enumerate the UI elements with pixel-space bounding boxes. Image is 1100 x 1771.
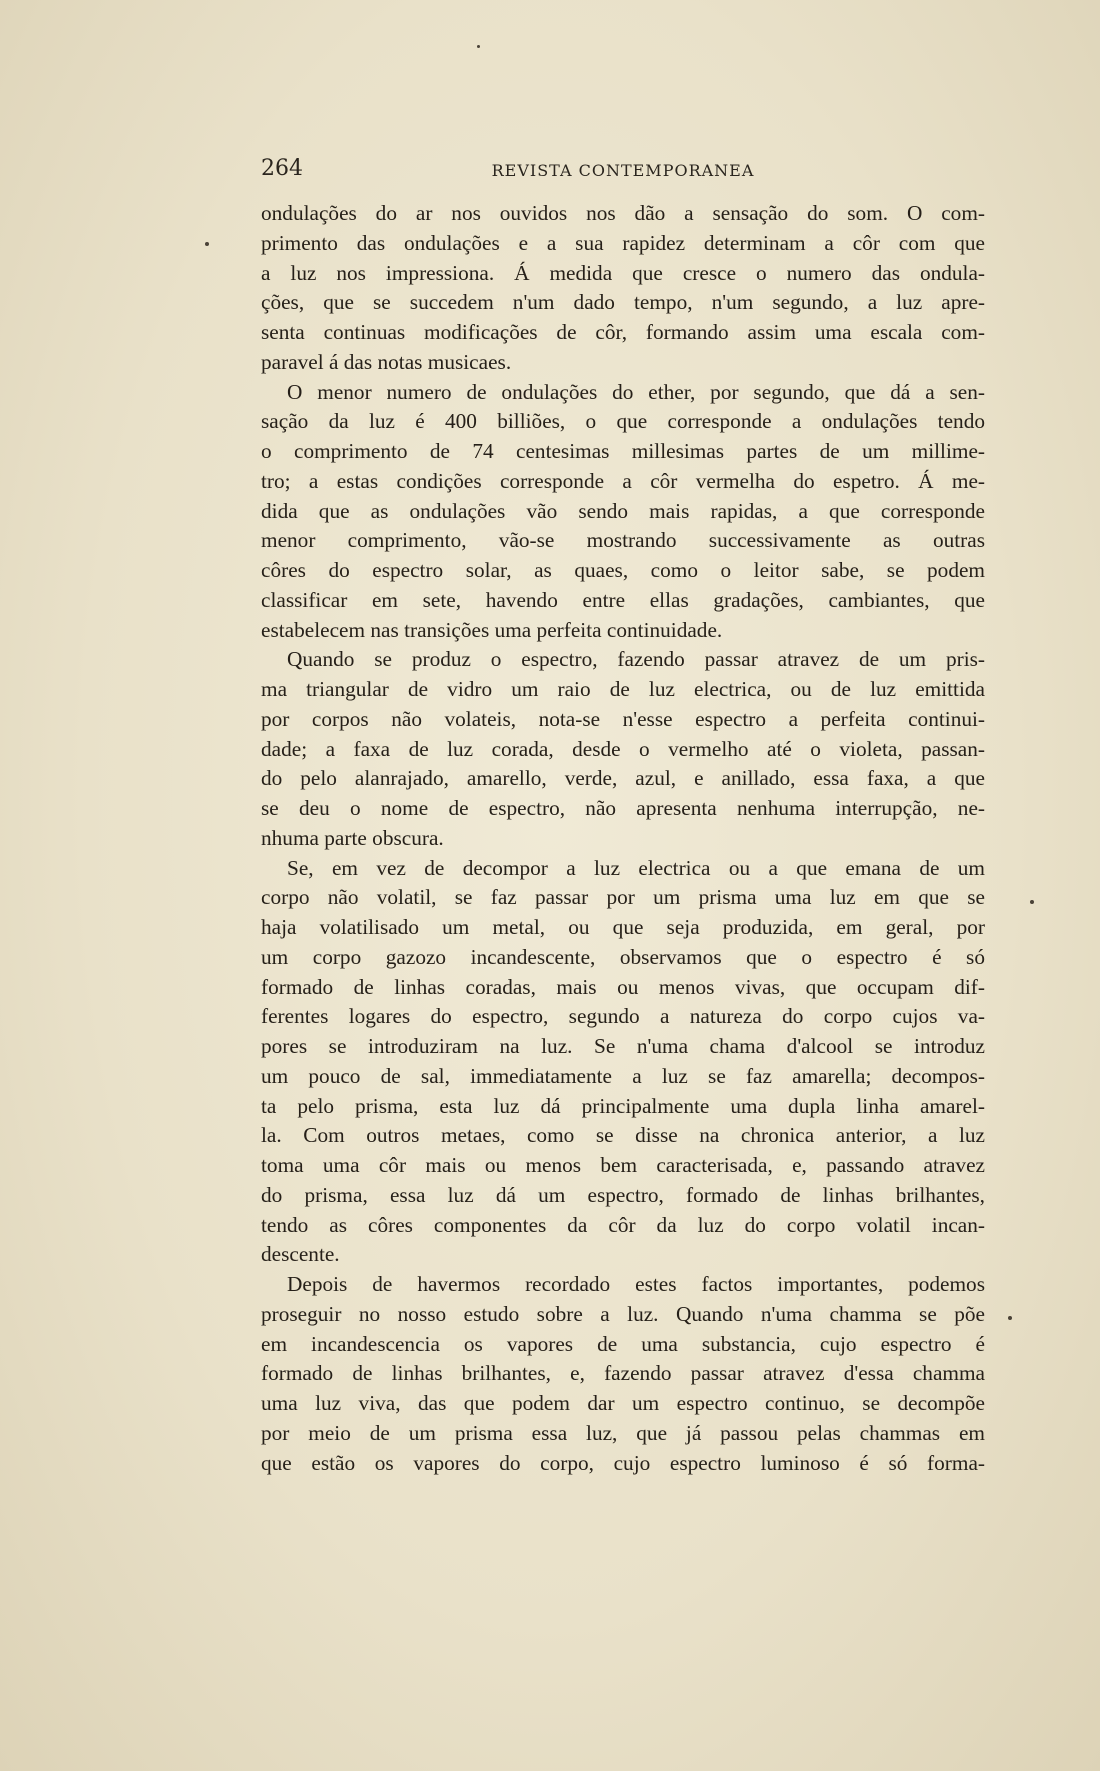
text-line: Depois de havermos recordado estes factos importantes, podemos	[287, 1272, 985, 1296]
text-line: nhuma parte obscura.	[261, 825, 444, 850]
text-line: por meio de um prisma essa luz, que já passou pelas chammas em	[261, 1420, 985, 1445]
text-line: ferentes logares do espectro, segundo a natureza do corpo cujos va-	[261, 1004, 985, 1029]
page-number: 264	[261, 156, 303, 181]
text-line: Quando se produz o espectro, fazendo passar atravez de um pris-	[287, 647, 985, 672]
text-line: pores se introduziram na luz. Se n'uma chama d'alcool se introduz	[261, 1034, 985, 1058]
text-line: ma triangular de vidro um raio de luz electrica, ou de luz emittida	[261, 677, 985, 701]
text-line: dade; a faxa de luz corada, desde o vermelho até o violeta, passan-	[261, 736, 985, 761]
text-line: se deu o nome de espectro, não apresenta nenhuma interrupção, ne-	[261, 796, 985, 820]
paper-speck	[205, 242, 209, 246]
text-line: formado de linhas coradas, mais ou menos vivas, que occupam dif-	[261, 974, 985, 999]
text-line: um corpo gazozo incandescente, observamos que o espectro é só	[261, 944, 985, 969]
text-line: sação da luz é 400 billiões, o que corresponde a ondulações tendo	[261, 409, 985, 434]
paper-speck	[1008, 1316, 1012, 1320]
text-line: côres do espectro solar, as quaes, como o leitor sabe, se podem	[261, 558, 985, 582]
text-line: classificar em sete, havendo entre ellas gradações, cambiantes, que	[261, 587, 985, 612]
text-line: la. Com outros metaes, como se disse na chronica anterior, a luz	[261, 1123, 985, 1148]
article-body	[261, 199, 985, 1478]
text-line: dida que as ondulações vão sendo mais rapidas, a que corresponde	[261, 498, 985, 523]
paper-speck	[477, 45, 480, 48]
paragraph	[261, 1270, 985, 1478]
text-line: haja volatilisado um metal, ou que seja produzida, em geral, por	[261, 915, 985, 939]
text-line: descente.	[261, 1242, 340, 1267]
text-line: a luz nos impressiona. Á medida que cresce o numero das ondula-	[261, 260, 985, 285]
paragraph	[261, 199, 985, 378]
text-line: uma luz viva, das que podem dar um espectro continuo, se decompõe	[261, 1391, 985, 1415]
text-line: tro; a estas condições corresponde a côr vermelha do espetro. Á me-	[261, 468, 985, 493]
text-line: corpo não volatil, se faz passar por um prisma uma luz em que se	[261, 885, 985, 910]
paper-speck	[1030, 900, 1034, 904]
text-line: toma uma côr mais ou menos bem caracterisada, e, passando atravez	[261, 1153, 985, 1177]
text-line: ondulações do ar nos ouvidos nos dão a sensação do som. O com-	[261, 201, 985, 225]
text-line: do pelo alanrajado, amarello, verde, azul, e anillado, essa faxa, a que	[261, 766, 985, 791]
text-line: O menor numero de ondulações do ether, por segundo, que dá a sen-	[287, 379, 985, 404]
running-title: REVISTA CONTEMPORANEA	[491, 161, 755, 180]
text-line: ções, que se succedem n'um dado tempo, n'um segundo, a luz apre-	[261, 290, 985, 315]
text-line: em incandescencia os vapores de uma substancia, cujo espectro é	[261, 1331, 985, 1356]
text-line: ta pelo prisma, esta luz dá principalmente uma dupla linha amarel-	[261, 1093, 985, 1118]
text-line: proseguir no nosso estudo sobre a luz. Quando n'uma chamma se põe	[261, 1301, 985, 1326]
text-line: paravel á das notas musicaes.	[261, 349, 512, 374]
text-line: um pouco de sal, immediatamente a luz se faz amarella; decompos-	[261, 1063, 985, 1088]
text-line: tendo as côres componentes da côr da luz do corpo volatil incan-	[261, 1212, 985, 1237]
text-line: o comprimento de 74 centesimas millesimas partes de um millime-	[261, 439, 985, 463]
text-line: formado de linhas brilhantes, e, fazendo passar atravez d'essa chamma	[261, 1361, 985, 1386]
text-line: do prisma, essa luz dá um espectro, formado de linhas brilhantes,	[261, 1182, 985, 1207]
text-line: estabelecem nas transições uma perfeita continuidade.	[261, 617, 723, 642]
text-line: primento das ondulações e a sua rapidez determinam a côr com que	[261, 230, 985, 255]
paragraph	[261, 854, 985, 1271]
text-line: que estão os vapores do corpo, cujo espectro luminoso é só forma-	[261, 1450, 985, 1475]
paragraph	[261, 645, 985, 853]
text-line: por corpos não volateis, nota-se n'esse espectro a perfeita continui-	[261, 706, 985, 731]
page-header	[261, 156, 985, 186]
paragraph	[261, 378, 985, 646]
text-line: Se, em vez de decompor a luz electrica ou a que emana de um	[287, 855, 985, 880]
text-line: senta continuas modificações de côr, formando assim uma escala com-	[261, 320, 985, 344]
text-line: menor comprimento, vão-se mostrando successivamente as outras	[261, 528, 985, 553]
